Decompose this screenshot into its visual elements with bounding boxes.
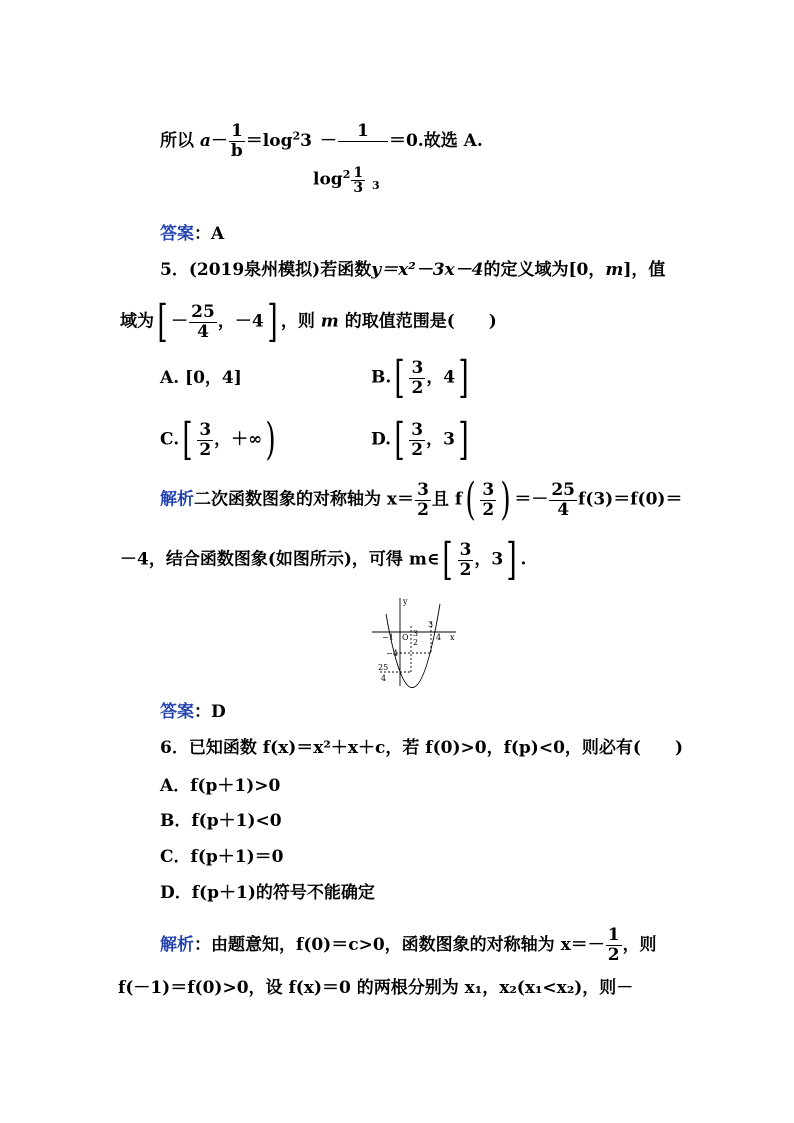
question-6: [160, 738, 683, 758]
answer-label: 答案: [160, 224, 194, 244]
label-x: x: [450, 633, 455, 642]
text: 的取值范围是( ): [338, 311, 497, 332]
parabola-graph: [366, 596, 460, 688]
numerator: 1: [230, 121, 243, 141]
numerator: 25: [191, 301, 215, 322]
fraction: [480, 481, 496, 520]
text: A．f(p＋1)>0: [160, 776, 281, 796]
denominator: 2: [459, 559, 472, 580]
answer-value: ：D: [194, 702, 226, 722]
numerator: 3: [411, 357, 424, 378]
text: B.: [371, 367, 392, 388]
text: 5．(2019泉州模拟)若函数: [160, 260, 372, 280]
denominator: 2: [199, 439, 212, 460]
text: B．f(p＋1)<0: [160, 811, 282, 831]
paren-left: (: [465, 474, 476, 525]
answer-line-1: [160, 122, 483, 161]
text: .: [520, 549, 527, 570]
numerator: 25: [551, 479, 575, 500]
solution-6-line-1: [160, 926, 657, 965]
function: y＝x²－3x－4: [371, 260, 484, 280]
text: ]，值: [623, 260, 666, 280]
fraction: [606, 926, 622, 965]
label-o: O: [402, 633, 409, 642]
bracket-left: [: [394, 414, 405, 465]
text: ＝－: [514, 489, 549, 510]
numerator: 3: [199, 419, 212, 440]
denominator: 4: [197, 321, 209, 342]
denominator: 4: [557, 499, 570, 520]
fraction: [549, 481, 577, 520]
fraction: [189, 303, 217, 342]
text: ，＋∞: [214, 429, 263, 450]
text: －4，结合函数图象(如图所示)，可得 m∈: [120, 549, 440, 570]
denominator: b: [230, 141, 243, 161]
option-6d: [160, 883, 375, 903]
label-minus4: −4: [386, 649, 398, 658]
answer-label: 答案: [160, 702, 194, 722]
var-a: a: [199, 131, 211, 151]
text: －: [171, 311, 189, 332]
bracket-left: [: [394, 352, 406, 403]
text: D.: [371, 429, 392, 450]
question-5-line-2: [120, 296, 497, 347]
option-5c: [160, 414, 280, 465]
var-m: m: [605, 260, 624, 280]
sub: 3: [372, 179, 380, 193]
label-3: 3: [428, 620, 434, 629]
text: log: [313, 169, 343, 190]
question-5-line-1: [160, 260, 665, 280]
solution-label: 解析: [160, 935, 194, 955]
answer-line-1b: [313, 165, 380, 196]
denominator: [338, 142, 388, 161]
option-6c: [160, 847, 283, 867]
text: 的定义域为[0，: [483, 260, 606, 280]
text: －: [210, 131, 228, 151]
text: f(－1)＝f(0)>0，设 f(x)＝0 的两根分别为 x₁，x₂(x₁<x₂)，则－: [118, 978, 634, 998]
numerator: 3: [411, 419, 424, 440]
text: ，3: [474, 549, 504, 570]
label-minus1: −1: [382, 633, 394, 642]
option-6b: [160, 811, 282, 831]
bracket-right: ]: [506, 534, 518, 585]
numerator: 3: [482, 479, 495, 500]
fraction: [197, 421, 213, 460]
text: ，－4: [217, 311, 264, 332]
text: 6．已知函数 f(x)＝x²＋x＋c，若 f(0)>0，f(p)<0，则必有( ): [160, 738, 684, 758]
solution-5-line-1: [160, 474, 683, 525]
solution-label: 解析: [160, 489, 194, 510]
denominator: 2: [411, 377, 424, 398]
bracket-left: [: [182, 414, 193, 465]
text: A. [0，4]: [160, 368, 242, 388]
fraction: [229, 122, 245, 161]
fraction: [409, 359, 425, 398]
denominator: 3: [353, 179, 364, 196]
fraction: [458, 541, 474, 580]
text: ，4: [426, 367, 456, 388]
option-5a: [160, 368, 242, 388]
text: ＝0.故选 A.: [388, 131, 483, 151]
text: C．f(p＋1)＝0: [160, 847, 284, 867]
text: 且 f: [431, 489, 463, 510]
fraction-large: [338, 122, 388, 161]
text: ，则: [280, 311, 321, 332]
label-frac3: 3: [413, 629, 419, 638]
sup: 2: [342, 168, 351, 181]
option-5d: [371, 414, 472, 465]
text: ＝log: [245, 131, 293, 151]
text: 域为: [120, 311, 154, 332]
label-frac2: 2: [413, 638, 419, 647]
text: －: [319, 131, 337, 151]
text: 二次函数图象的对称轴为 x＝: [194, 489, 415, 510]
answer-2: [160, 702, 226, 722]
paren-right: ): [500, 474, 511, 525]
numerator: 1: [338, 122, 388, 142]
text: 3: [300, 131, 312, 151]
solution-5-line-2: [120, 534, 527, 585]
numerator: 3: [417, 479, 429, 500]
bracket-right: ]: [458, 414, 469, 465]
fraction: [351, 166, 365, 195]
label-25: 25: [378, 663, 389, 672]
bracket-right: ]: [458, 352, 469, 403]
sup: 2: [292, 129, 301, 143]
fraction: [415, 481, 431, 520]
solution-6-line-2: [118, 978, 633, 998]
text: C.: [160, 429, 180, 450]
denominator: 2: [482, 499, 495, 520]
bracket-right: ]: [267, 296, 278, 347]
option-5b: [371, 352, 472, 403]
paren-right: ): [265, 414, 277, 465]
var-m: m: [320, 311, 339, 332]
numerator: 3: [459, 539, 472, 560]
label-y: y: [403, 597, 408, 606]
text: D．f(p＋1)的符号不能确定: [160, 883, 375, 903]
label-4: 4: [436, 633, 442, 642]
text: ，3: [426, 429, 455, 450]
text: ，则: [622, 935, 657, 955]
text: ：由题意知，f(0)＝c>0，函数图象的对称轴为 x＝－: [194, 935, 605, 955]
bracket-left: [: [157, 296, 168, 347]
numerator: 1: [353, 164, 364, 181]
label-den4: 4: [381, 674, 387, 683]
bracket-left: [: [442, 534, 454, 585]
denominator: 2: [607, 945, 620, 965]
denominator: 2: [411, 439, 424, 460]
numerator: 1: [607, 925, 620, 945]
denominator: 2: [417, 499, 429, 520]
answer-1: [160, 224, 224, 244]
text: 所以: [160, 131, 200, 151]
option-6a: [160, 776, 280, 796]
text: f(3)＝f(0)＝: [578, 489, 683, 510]
answer-value: ：A: [194, 224, 225, 244]
fraction: [409, 421, 425, 460]
